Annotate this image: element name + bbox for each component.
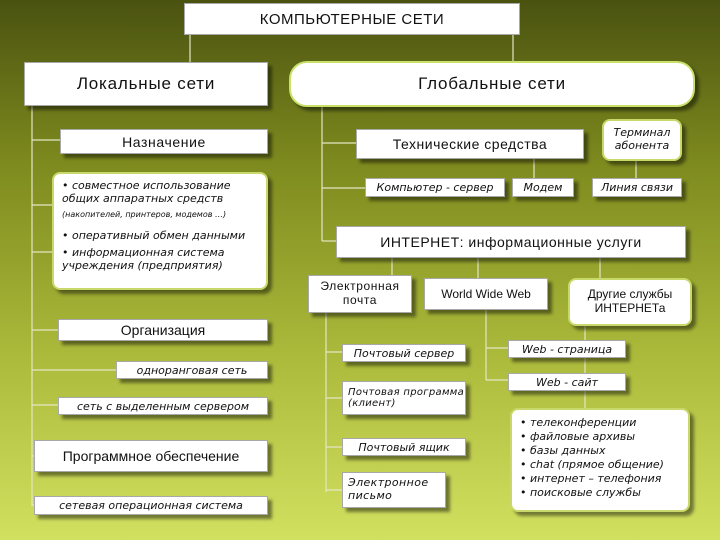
purpose-item-info-system: • информационная система учреждения (предприятия) [62, 245, 225, 272]
email-item-mailbox [342, 438, 466, 456]
tech-means-box [356, 129, 584, 159]
software-item-network-os: сетевая операционная система [59, 499, 243, 512]
terminal-label: Терминал абонента [613, 126, 671, 152]
org-item-peer-to-peer [116, 361, 268, 379]
tech-item-modem [512, 178, 574, 197]
other-services-title: Другие службы ИНТЕРНЕТа [587, 287, 673, 315]
internet-services-title: ИНТЕРНЕТ: информационные услуги [380, 234, 642, 250]
org-item-peer-to-peer-label: одноранговая сеть [136, 363, 248, 377]
tech-item-server [365, 178, 505, 197]
other-services-list [510, 408, 690, 512]
other-service-databases: • базы данных [520, 444, 606, 458]
org-item-dedicated-server-label: сеть с выделенным сервером [76, 399, 249, 413]
software-title: Программное обеспечение [62, 448, 240, 464]
purpose-box [60, 129, 268, 154]
organization-title: Организация [120, 322, 206, 338]
local-networks-label: Локальные сети [76, 74, 216, 93]
global-networks-header [289, 61, 695, 107]
email-item-letter [342, 472, 446, 508]
purpose-item-data-exchange: • оперативный обмен данными [62, 229, 246, 243]
email-item-client-label: Почтовая программа (клиент) [348, 386, 465, 409]
email-item-mailbox-label: Почтовый ящик [358, 440, 450, 454]
other-services-box [568, 278, 692, 326]
tech-item-line-label: Линия связи [600, 181, 674, 194]
tech-item-line [592, 178, 682, 197]
terminal-box [602, 119, 682, 161]
purpose-list [52, 172, 268, 290]
other-service-search: • поисковые службы [520, 486, 641, 500]
other-service-chat: • chat (прямое общение) [520, 458, 664, 472]
email-item-server-label: Почтовый сервер [353, 346, 455, 360]
www-title: World Wide Web [441, 287, 531, 301]
www-item-site [508, 373, 626, 391]
www-item-page-label: Web - страница [521, 342, 613, 356]
software-box [34, 440, 268, 472]
email-title: Электронная почта [320, 279, 400, 307]
other-service-telephony: • интернет – телефония [520, 472, 662, 486]
email-item-client [342, 381, 466, 415]
page-title: КОМПЬЮТЕРНЫЕ СЕТИ [259, 10, 445, 28]
local-networks-header [24, 62, 268, 106]
purpose-title: Назначение [122, 133, 206, 150]
global-networks-label: Глобальные сети [418, 74, 566, 93]
org-item-dedicated-server [58, 397, 268, 415]
page-title-box [184, 3, 520, 35]
email-box [308, 275, 412, 313]
email-item-server [342, 344, 466, 362]
organization-box [58, 319, 268, 341]
purpose-item-shared-hardware: • совместное использование общих аппаратных средств [62, 179, 231, 205]
other-service-teleconference: • телеконференции [520, 416, 637, 429]
other-services-items [520, 416, 664, 500]
tech-means-title: Технические средства [392, 136, 548, 152]
internet-services-box [336, 226, 686, 258]
www-item-site-label: Web - сайт [536, 375, 598, 389]
email-item-letter-label: Электронное письмо [348, 476, 429, 502]
tech-item-modem-label: Модем [523, 181, 563, 194]
purpose-note: (накопителей, принтеров, модемов …) [62, 210, 227, 220]
tech-item-server-label: Компьютер - сервер [376, 181, 494, 194]
www-box [424, 278, 548, 310]
www-item-page [508, 340, 626, 358]
software-item-box [34, 496, 268, 515]
other-service-file-archives: • файловые архивы [520, 430, 636, 444]
